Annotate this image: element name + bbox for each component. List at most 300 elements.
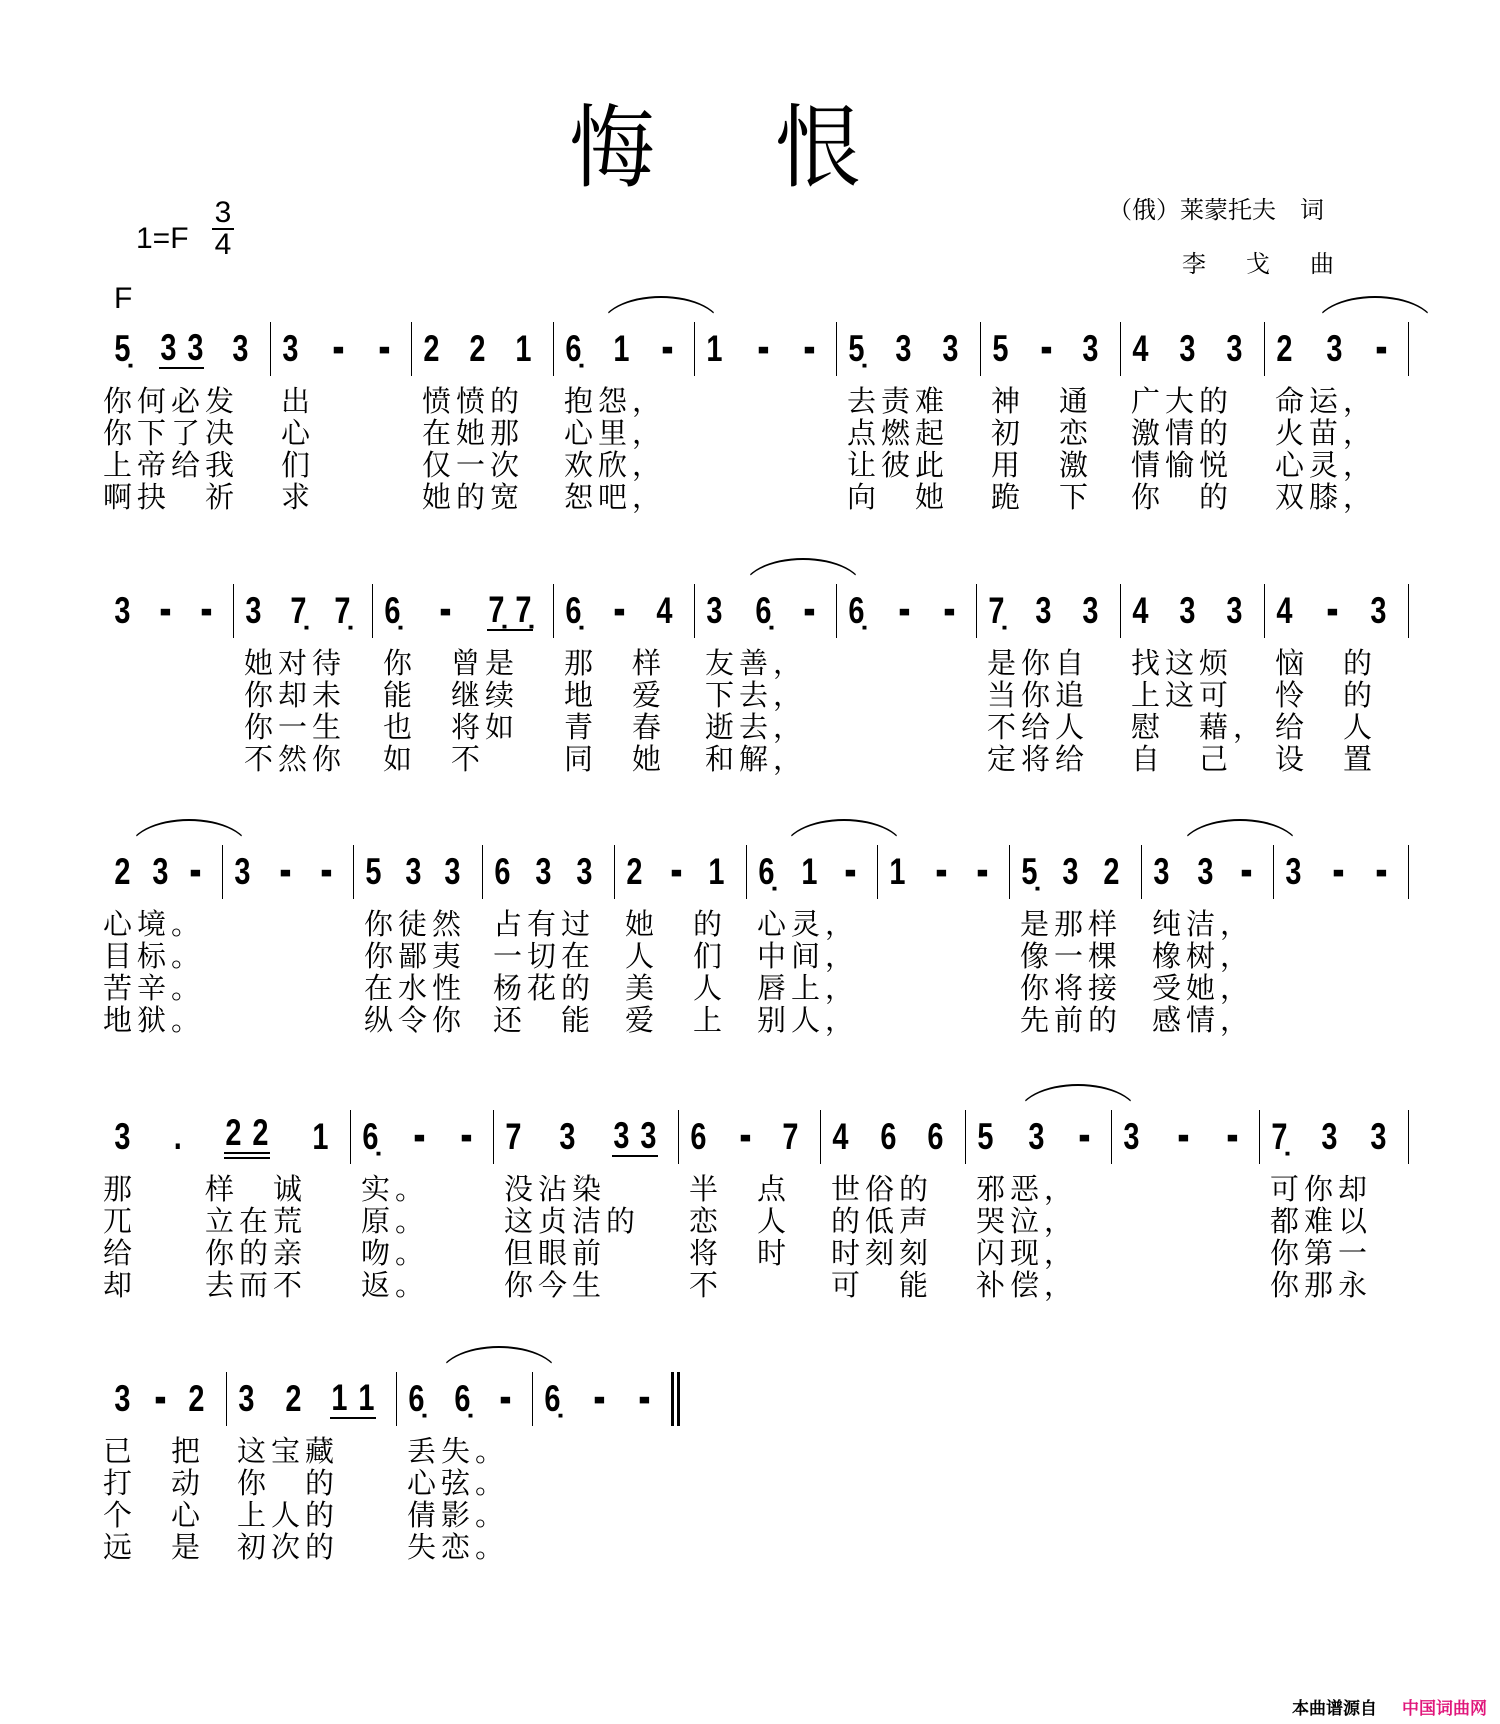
lyric-verse-3: 吻。: [361, 1236, 430, 1270]
measure-notes: [831, 1110, 945, 1164]
lyric-verse-3: 但眼前: [504, 1236, 607, 1270]
lyric-verse-3: 上帝给我: [103, 448, 240, 482]
measure-lyrics: [407, 1435, 509, 1563]
lyric-verse-3: 闪现，: [976, 1236, 1079, 1270]
lyric-verse-2: 恋 人: [689, 1204, 792, 1238]
measure-notes: [281, 322, 391, 376]
note: 5: [992, 328, 1009, 370]
tie-arc: [1314, 296, 1436, 328]
lyric-verse-1: 找这烦: [1131, 646, 1234, 680]
note: 3: [640, 1114, 657, 1157]
note: 1: [801, 851, 818, 893]
lyric-verse-1: 命运，: [1275, 384, 1378, 418]
lyric-verse-1: 你何必发: [103, 384, 240, 418]
measure-lyrics: [831, 1173, 933, 1301]
title-char: 恨: [775, 95, 861, 201]
measure-lyrics: [361, 1173, 429, 1301]
lyric-verse-2: 火苗，: [1275, 416, 1378, 450]
measure: [223, 845, 354, 899]
dash-hold: [670, 852, 682, 892]
note: 3: [1082, 328, 1099, 370]
note: 3: [186, 326, 204, 369]
lyric-verse-3: 苦辛。: [103, 971, 206, 1005]
lyric-verse-1: 丢失。: [407, 1434, 510, 1468]
note: 7̣: [289, 590, 307, 632]
note: 4: [832, 1116, 849, 1158]
dash-hold: [757, 329, 769, 369]
note: 1: [515, 328, 532, 370]
song-title: [0, 78, 1430, 202]
lyric-verse-1: 广大的: [1131, 384, 1234, 418]
measure: [1142, 845, 1274, 1037]
lyric-verse-1: 去责难: [847, 384, 950, 418]
note: 3: [1196, 851, 1214, 893]
lyric-verse-3: 将 时: [689, 1236, 792, 1270]
dash-hold: [1226, 1117, 1238, 1157]
measure-notes: [888, 845, 989, 899]
measure: [1121, 584, 1268, 776]
lyric-verse-4: 还 能: [493, 1003, 596, 1037]
note: 3: [706, 590, 723, 632]
lyric-verse-4: 却 去而不: [103, 1268, 308, 1302]
measure: [412, 322, 554, 514]
measure: [1274, 845, 1409, 899]
lyric-verse-2: 心弦。: [407, 1466, 510, 1500]
measure-notes: [564, 322, 674, 376]
lyric-verse-1: 半 点: [689, 1172, 792, 1206]
lyric-verse-4: 跪 下: [991, 480, 1094, 514]
note: 3: [942, 328, 959, 370]
measure-lyrics: [103, 385, 239, 513]
measure: [747, 845, 878, 1037]
measure-lyrics: [1131, 385, 1233, 513]
dash-hold: [1326, 591, 1338, 631]
lyric-verse-1: 那 样 诚: [103, 1172, 308, 1206]
lyric-verse-3: 你一生: [244, 710, 347, 744]
measure: [821, 1110, 966, 1302]
lyric-verse-1: 神 通: [991, 384, 1094, 418]
time-denominator: 4: [214, 228, 232, 261]
measure-notes: [1131, 322, 1244, 376]
dash-hold: [613, 591, 625, 631]
measure: [981, 322, 1121, 514]
note: 5̣: [114, 328, 131, 370]
lyric-verse-1: 实。: [361, 1172, 430, 1206]
note: 7̣: [334, 590, 351, 632]
dash-hold: [638, 1379, 650, 1419]
lyric-verse-4: 啊抉 祈: [103, 480, 240, 514]
lyric-verse-3: 仅一次: [422, 448, 525, 482]
dash-hold: [898, 591, 910, 631]
note: 6: [879, 1116, 897, 1158]
dash-hold: [976, 852, 988, 892]
lyric-verse-2: 打 动: [103, 1466, 206, 1500]
measure-lyrics: [237, 1435, 339, 1563]
lyric-verse-1: 抱怨，: [564, 384, 667, 418]
measure: [483, 845, 615, 1037]
lyric-verse-2: 的低声: [831, 1204, 934, 1238]
lyric-verse-3: 受她，: [1152, 971, 1255, 1005]
lyric-verse-2: 人 们: [625, 939, 728, 973]
measure: [234, 584, 373, 776]
dash-hold: [1177, 1117, 1189, 1157]
measure-notes: [383, 584, 533, 638]
lyric-verse-4: 不然你: [244, 742, 347, 776]
lyric-verse-4: 你今生: [504, 1268, 607, 1302]
measure-lyrics: [103, 1173, 307, 1301]
note: 1: [613, 328, 630, 370]
measure: [373, 584, 554, 776]
note: 2: [1276, 328, 1293, 370]
score-line: [0, 322, 1500, 522]
lyric-verse-2: 都难以: [1270, 1204, 1373, 1238]
lyric-verse-3: 们: [281, 448, 316, 482]
lyric-verse-1: 世俗的: [831, 1172, 934, 1206]
measure: [1265, 584, 1409, 776]
measure: [113, 584, 234, 638]
measure: [837, 322, 981, 514]
lyric-verse-4: 同 她: [564, 742, 667, 776]
composer-name-2: 戈: [1246, 250, 1270, 278]
lyric-verse-1: 占有过: [493, 907, 596, 941]
measure-notes: [847, 322, 960, 376]
lyric-verse-1: 这宝藏: [237, 1434, 340, 1468]
lyric-verse-1: 你徒然: [364, 907, 467, 941]
measure: [1010, 845, 1142, 1037]
measure: [695, 584, 837, 776]
dash-hold: [739, 1117, 751, 1157]
note: 1: [708, 851, 725, 893]
note: 5: [977, 1116, 994, 1158]
note: 3: [1285, 851, 1302, 893]
note: 3: [282, 328, 299, 370]
lyric-verse-4: 和解，: [705, 742, 808, 776]
lyric-verse-4: 自 己: [1131, 742, 1234, 776]
lyric-verse-1: 恼 的: [1275, 646, 1378, 680]
note: 5̣: [1021, 851, 1038, 893]
lyric-verse-2: 你却未: [244, 678, 347, 712]
dash-hold: [943, 591, 955, 631]
measure-notes: [1270, 1110, 1388, 1164]
measure-notes: [976, 1110, 1091, 1164]
lyric-verse-4: 定将给: [987, 742, 1090, 776]
lyric-verse-4: 可 能: [831, 1268, 934, 1302]
note: 3: [1179, 328, 1196, 370]
measure: [1121, 322, 1265, 514]
note: 4: [1276, 590, 1293, 632]
lyric-verse-4: 双膝，: [1275, 480, 1378, 514]
lyric-verse-4: 如 不: [383, 742, 486, 776]
note: 6̣: [408, 1378, 425, 1420]
footer-source-label: 本曲谱源自: [1292, 1699, 1377, 1719]
lyric-verse-4: 返。: [361, 1268, 430, 1302]
lyric-verse-2: 原。: [361, 1204, 430, 1238]
measure-lyrics: [103, 1435, 205, 1563]
measure-notes: [1020, 845, 1121, 899]
lyric-verse-4: 初次的: [237, 1530, 340, 1564]
note: 3: [1320, 1116, 1338, 1158]
note: 3: [151, 851, 169, 893]
note: 1: [889, 851, 906, 893]
measure-lyrics: [244, 647, 346, 775]
measure-notes: [1152, 845, 1253, 899]
measure-notes: [113, 845, 202, 899]
note: 3: [238, 1378, 255, 1420]
lyric-verse-1: 那 样: [564, 646, 667, 680]
lyric-verse-2: 目标。: [103, 939, 206, 973]
dash-hold: [803, 329, 815, 369]
lyric-verse-1: 你 曾是: [383, 646, 520, 680]
lyric-verse-3: 上人的: [237, 1498, 340, 1532]
lyric-verse-2: 心里，: [564, 416, 667, 450]
measure-lyrics: [1131, 647, 1267, 775]
lyric-verse-3: 你将接: [1020, 971, 1123, 1005]
lyric-verse-2: 地 爱: [564, 678, 667, 712]
lyric-verse-1: 可你却: [1270, 1172, 1373, 1206]
dash-hold: [661, 329, 673, 369]
measure-notes: [407, 1372, 512, 1426]
note: 6̣: [544, 1378, 561, 1420]
lyric-verse-2: 兀 立在荒: [103, 1204, 308, 1238]
measure-notes: [987, 584, 1100, 638]
eighth-group: [612, 1114, 658, 1157]
lyric-verse-4: 爱 上: [625, 1003, 728, 1037]
note: 2: [469, 328, 486, 370]
note: 3: [576, 851, 593, 893]
measure: [1112, 1110, 1260, 1164]
note: 2: [225, 1112, 242, 1154]
measure-lyrics: [564, 647, 666, 775]
measure: [494, 1110, 679, 1302]
note: 4: [656, 590, 673, 632]
note: 2: [188, 1378, 205, 1420]
measure-notes: [504, 1110, 658, 1164]
lyric-verse-1: 纯洁，: [1152, 907, 1255, 941]
lyric-verse-3: 给 人: [1275, 710, 1378, 744]
lyric-verse-2: 在她那: [422, 416, 525, 450]
note: 3: [1153, 851, 1170, 893]
lyric-verse-2: 像一棵: [1020, 939, 1123, 973]
title-char: 悔: [569, 95, 655, 201]
measure: [878, 845, 1010, 899]
note: 1: [312, 1116, 329, 1158]
lyric-verse-3: 情愉悦: [1131, 448, 1234, 482]
dash-hold: [160, 591, 172, 631]
note: 6̣: [848, 590, 865, 632]
score-line: [0, 1372, 1500, 1572]
lyric-verse-3: 用 激: [991, 448, 1094, 482]
dash-hold: [439, 591, 451, 631]
dash-hold: [460, 1117, 472, 1157]
note: 3: [1035, 590, 1052, 632]
dash-hold: [378, 329, 390, 369]
note: 3: [1226, 328, 1243, 370]
note: 6: [927, 1116, 944, 1158]
measure-lyrics: [103, 908, 205, 1036]
measure-lyrics: [689, 1173, 791, 1301]
measure: [354, 845, 483, 1037]
measure: [103, 845, 223, 1037]
lyric-verse-1: 已 把: [103, 1434, 206, 1468]
note: 7: [782, 1116, 799, 1158]
lyric-verse-3: 个 心: [103, 1498, 206, 1532]
footer-site-link[interactable]: 中国词曲网: [1402, 1699, 1487, 1719]
eighth-group: [330, 1376, 376, 1419]
measure-lyrics: [847, 385, 949, 513]
score-line: [0, 584, 1500, 784]
lyric-verse-4: 求: [281, 480, 316, 514]
note: 2: [284, 1378, 302, 1420]
measure-notes: [1275, 322, 1388, 376]
lyric-verse-3: 欢欣，: [564, 448, 667, 482]
measure-lyrics: [504, 1173, 640, 1301]
note: 7̣: [1271, 1116, 1288, 1158]
note: 7̣: [515, 588, 532, 631]
note: 1: [706, 328, 723, 370]
dash-hold: [935, 852, 947, 892]
note: 6̣: [362, 1116, 379, 1158]
measure-lyrics: [493, 908, 595, 1036]
score-line: [0, 1110, 1500, 1310]
note: 3: [1062, 851, 1079, 893]
measure: [227, 1372, 397, 1564]
note: 1: [331, 1376, 348, 1419]
composer-credit: [1182, 244, 1374, 279]
note: 3: [1123, 1116, 1140, 1158]
lyric-verse-1: 心灵，: [757, 907, 860, 941]
dash-hold: [200, 591, 212, 631]
dash-hold: [1375, 852, 1387, 892]
note: 3: [114, 1378, 131, 1420]
measure-notes: [364, 845, 462, 899]
note: 3: [1226, 590, 1243, 632]
lyric-verse-4: 她的宽: [422, 480, 525, 514]
chord-symbol: F: [114, 282, 133, 315]
note: 6̣: [453, 1378, 471, 1420]
measure-notes: [1122, 1110, 1239, 1164]
dash-hold: [333, 329, 345, 369]
note: 6̣: [565, 590, 582, 632]
lyric-verse-3: 给 你的亲: [103, 1236, 308, 1270]
lyric-verse-2: 心: [281, 416, 316, 450]
dash-hold: [1078, 1117, 1090, 1157]
dash-hold: [499, 1379, 511, 1419]
lyric-verse-1: 出: [281, 384, 316, 418]
measure: [615, 845, 747, 1037]
note: 4: [1132, 590, 1149, 632]
measure-notes: [113, 584, 213, 638]
measure: [554, 584, 695, 776]
lyric-verse-2: 点燃起: [847, 416, 950, 450]
measure-lyrics: [364, 908, 466, 1036]
measure: [271, 322, 412, 514]
measure-lyrics: [383, 647, 519, 775]
note: 3: [234, 851, 251, 893]
measure: [977, 584, 1121, 776]
lyric-verse-2: 哭泣，: [976, 1204, 1079, 1238]
note: 6: [494, 851, 511, 893]
measure-notes: [991, 322, 1100, 376]
dash-hold: [154, 1379, 166, 1419]
eighth-group: [159, 326, 205, 369]
measure-notes: [233, 845, 333, 899]
lyric-verse-1: 心境。: [103, 907, 206, 941]
measure-notes: [113, 322, 250, 376]
note: 6̣: [754, 590, 772, 632]
lyric-verse-1: 邪恶，: [976, 1172, 1079, 1206]
lyric-verse-4: 先前的: [1020, 1003, 1123, 1037]
time-numerator: 3: [212, 198, 234, 230]
note: 2: [114, 851, 131, 893]
score-line: [0, 845, 1500, 1045]
note: 3: [245, 590, 262, 632]
lyric-verse-4: 感情，: [1152, 1003, 1255, 1037]
dash-hold: [803, 591, 815, 631]
note: 5: [365, 851, 382, 893]
measure-lyrics: [1275, 647, 1377, 775]
note: 3: [613, 1114, 630, 1157]
measure: [554, 322, 695, 514]
lyric-verse-3: 逝去，: [705, 710, 808, 744]
dash-hold: [1375, 329, 1387, 369]
lyric-verse-4: 远 是: [103, 1530, 206, 1564]
note: 3: [1370, 1116, 1387, 1158]
lyric-verse-1: 没沾染: [504, 1172, 607, 1206]
key-signature: 1=F: [136, 222, 189, 255]
measure: [103, 1372, 227, 1564]
lyric-verse-2: 你 的: [237, 1466, 340, 1500]
lyric-verse-2: 激情的: [1131, 416, 1234, 450]
measure: [103, 322, 271, 514]
note: 6̣: [565, 328, 582, 370]
note: 3: [559, 1116, 576, 1158]
lyric-verse-4: 失恋。: [407, 1530, 510, 1564]
measure-lyrics: [987, 647, 1089, 775]
dash-hold: [1333, 852, 1345, 892]
dash-hold: [320, 852, 332, 892]
augmentation-dot: .: [173, 1116, 182, 1158]
measure-notes: [705, 584, 816, 638]
measure-lyrics: [281, 385, 315, 513]
lyric-verse-3: 在水性: [364, 971, 467, 1005]
lyric-verse-2: 你下了决: [103, 416, 240, 450]
note: 7̣: [488, 588, 505, 631]
lyric-verse-2: 橡树，: [1152, 939, 1255, 973]
measure-notes: [625, 845, 726, 899]
measure-notes: [361, 1110, 473, 1164]
measure-notes: [705, 322, 816, 376]
lyric-verse-4: 补偿，: [976, 1268, 1079, 1302]
measure: [103, 1110, 351, 1302]
lyric-verse-3: 心灵，: [1275, 448, 1378, 482]
note: 1: [358, 1376, 375, 1419]
measure: [837, 584, 977, 638]
note: 3: [444, 851, 461, 893]
measure-notes: [689, 1110, 800, 1164]
measure-notes: [113, 1110, 330, 1164]
lyricist-credit: （俄）莱蒙托夫 词: [1108, 196, 1324, 224]
measure-lyrics: [991, 385, 1093, 513]
note: 2: [1103, 851, 1120, 893]
lyric-verse-2: 这贞洁的: [504, 1204, 641, 1238]
measure-notes: [237, 1372, 376, 1426]
lyric-verse-4: 你那永: [1270, 1268, 1373, 1302]
lyric-verse-4: 你 的: [1131, 480, 1234, 514]
note: 4: [1132, 328, 1149, 370]
lyric-verse-4: 别人，: [757, 1003, 860, 1037]
measure: [966, 1110, 1112, 1302]
lyric-verse-2: 当你追: [987, 678, 1090, 712]
